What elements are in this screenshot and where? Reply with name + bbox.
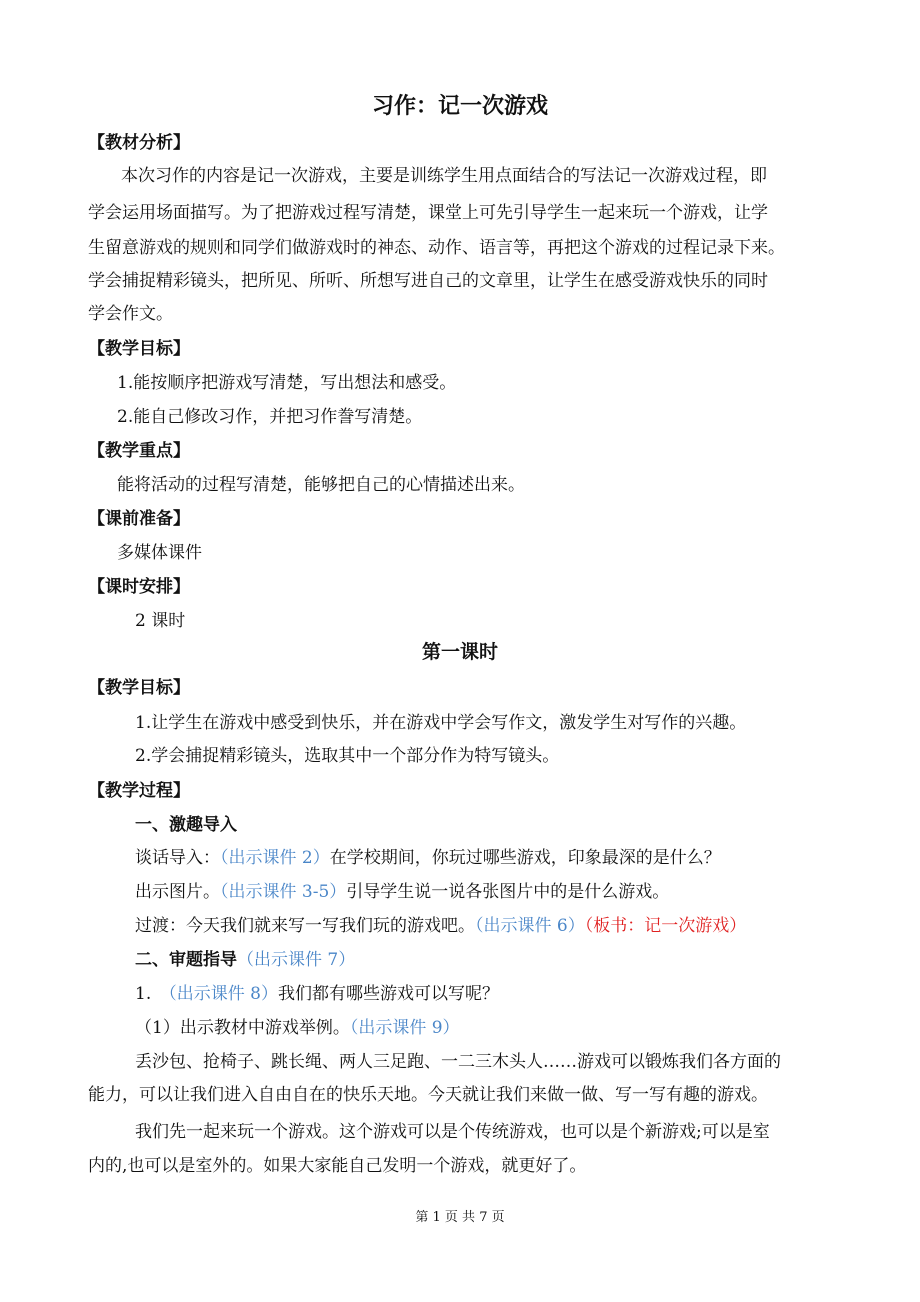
courseware-ref: （出示课件 2）	[220, 848, 330, 868]
guidance-line	[135, 1018, 460, 1038]
heading-preparation: 【课前准备】	[88, 509, 190, 529]
line-text: 出示图片。	[135, 882, 220, 902]
heading-schedule: 【课时安排】	[88, 577, 190, 597]
heading-textbook-analysis: 【教材分析】	[88, 133, 190, 153]
lesson-goal-item: 1.让学生在游戏中感受到快乐，并在游戏中学会写作文，激发学生对写作的兴趣。	[135, 713, 747, 733]
heading-teaching-focus: 【教学重点】	[88, 441, 190, 461]
line-text: 谈话导入：	[135, 848, 220, 868]
intro-line	[135, 916, 746, 936]
analysis-line: 生留意游戏的规则和同学们做游戏时的神态、动作、语言等，再把这个游戏的过程记录下来。	[88, 238, 785, 258]
goal-item: 1.能按顺序把游戏写清楚，写出想法和感受。	[117, 373, 457, 393]
paragraph-line: 能力，可以让我们进入自由自在的快乐天地。今天就让我们来做一做、写一写有趣的游戏。	[88, 1085, 768, 1105]
paragraph-line: 丢沙包、抢椅子、跳长绳、两人三足跑、一二三木头人……游戏可以锻炼我们各方面的	[135, 1052, 781, 1072]
intro-line	[135, 882, 669, 902]
line-text: 1.	[135, 984, 169, 1004]
heading-teaching-process: 【教学过程】	[88, 781, 190, 801]
lesson-goal-item: 2.学会捕捉精彩镜头，选取其中一个部分作为特写镜头。	[135, 746, 560, 766]
analysis-line: 本次习作的内容是记一次游戏，主要是训练学生用点面结合的写法记一次游戏过程，即	[121, 166, 767, 186]
paragraph-line: 我们先一起来玩一个游戏。这个游戏可以是个传统游戏，也可以是个新游戏;可以是室	[135, 1122, 770, 1142]
lesson-title: 第一课时	[421, 641, 498, 663]
line-text: （1）出示教材中游戏举例。	[135, 1018, 350, 1038]
blackboard-note: （板书：记一次游戏）	[584, 916, 747, 936]
courseware-ref: （出示课件 9）	[349, 1018, 460, 1038]
line-text: 我们都有哪些游戏可以写呢？	[277, 984, 499, 1004]
line-text: 引导学生说一说各张图片中的是什么游戏。	[346, 882, 670, 902]
document-title: 习作：记一次游戏	[371, 94, 548, 119]
goal-item: 2.能自己修改习作，并把习作誊写清楚。	[117, 407, 423, 427]
guidance-line	[135, 984, 499, 1004]
analysis-line: 学会运用场面描写。为了把游戏过程写清楚，课堂上可先引导学生一起来玩一个游戏，让学	[88, 203, 768, 223]
courseware-ref: （出示课件 3-5）	[220, 882, 347, 902]
part-heading-text: 二、审题指导	[135, 950, 237, 970]
preparation-text: 多媒体课件	[117, 543, 202, 563]
line-text: 过渡：今天我们就来写一写我们玩的游戏吧。	[135, 916, 475, 936]
courseware-ref: （出示课件 6）	[475, 916, 585, 936]
heading-teaching-goals: 【教学目标】	[88, 339, 190, 359]
courseware-ref: （出示课件 8）	[168, 984, 278, 1004]
focus-text: 能将活动的过程写清楚，能够把自己的心情描述出来。	[117, 475, 525, 495]
page-footer: 第 1 页 共 7 页	[415, 1210, 505, 1225]
analysis-line: 学会作文。	[88, 304, 173, 324]
heading-lesson-goals: 【教学目标】	[88, 678, 190, 698]
schedule-text: 2 课时	[135, 611, 186, 631]
intro-line	[135, 848, 721, 868]
part-heading-intro: 一、激趣导入	[135, 815, 237, 835]
line-text: 在学校期间，你玩过哪些游戏，印象最深的是什么？	[329, 848, 721, 868]
paragraph-line: 内的,也可以是室外的。如果大家能自己发明一个游戏，就更好了。	[88, 1156, 587, 1176]
analysis-line: 学会捕捉精彩镜头，把所见、所听、所想写进自己的文章里，让学生在感受游戏快乐的同时	[88, 271, 768, 291]
part-heading-topic-guidance	[135, 950, 355, 970]
courseware-ref: （出示课件 7）	[237, 950, 356, 970]
